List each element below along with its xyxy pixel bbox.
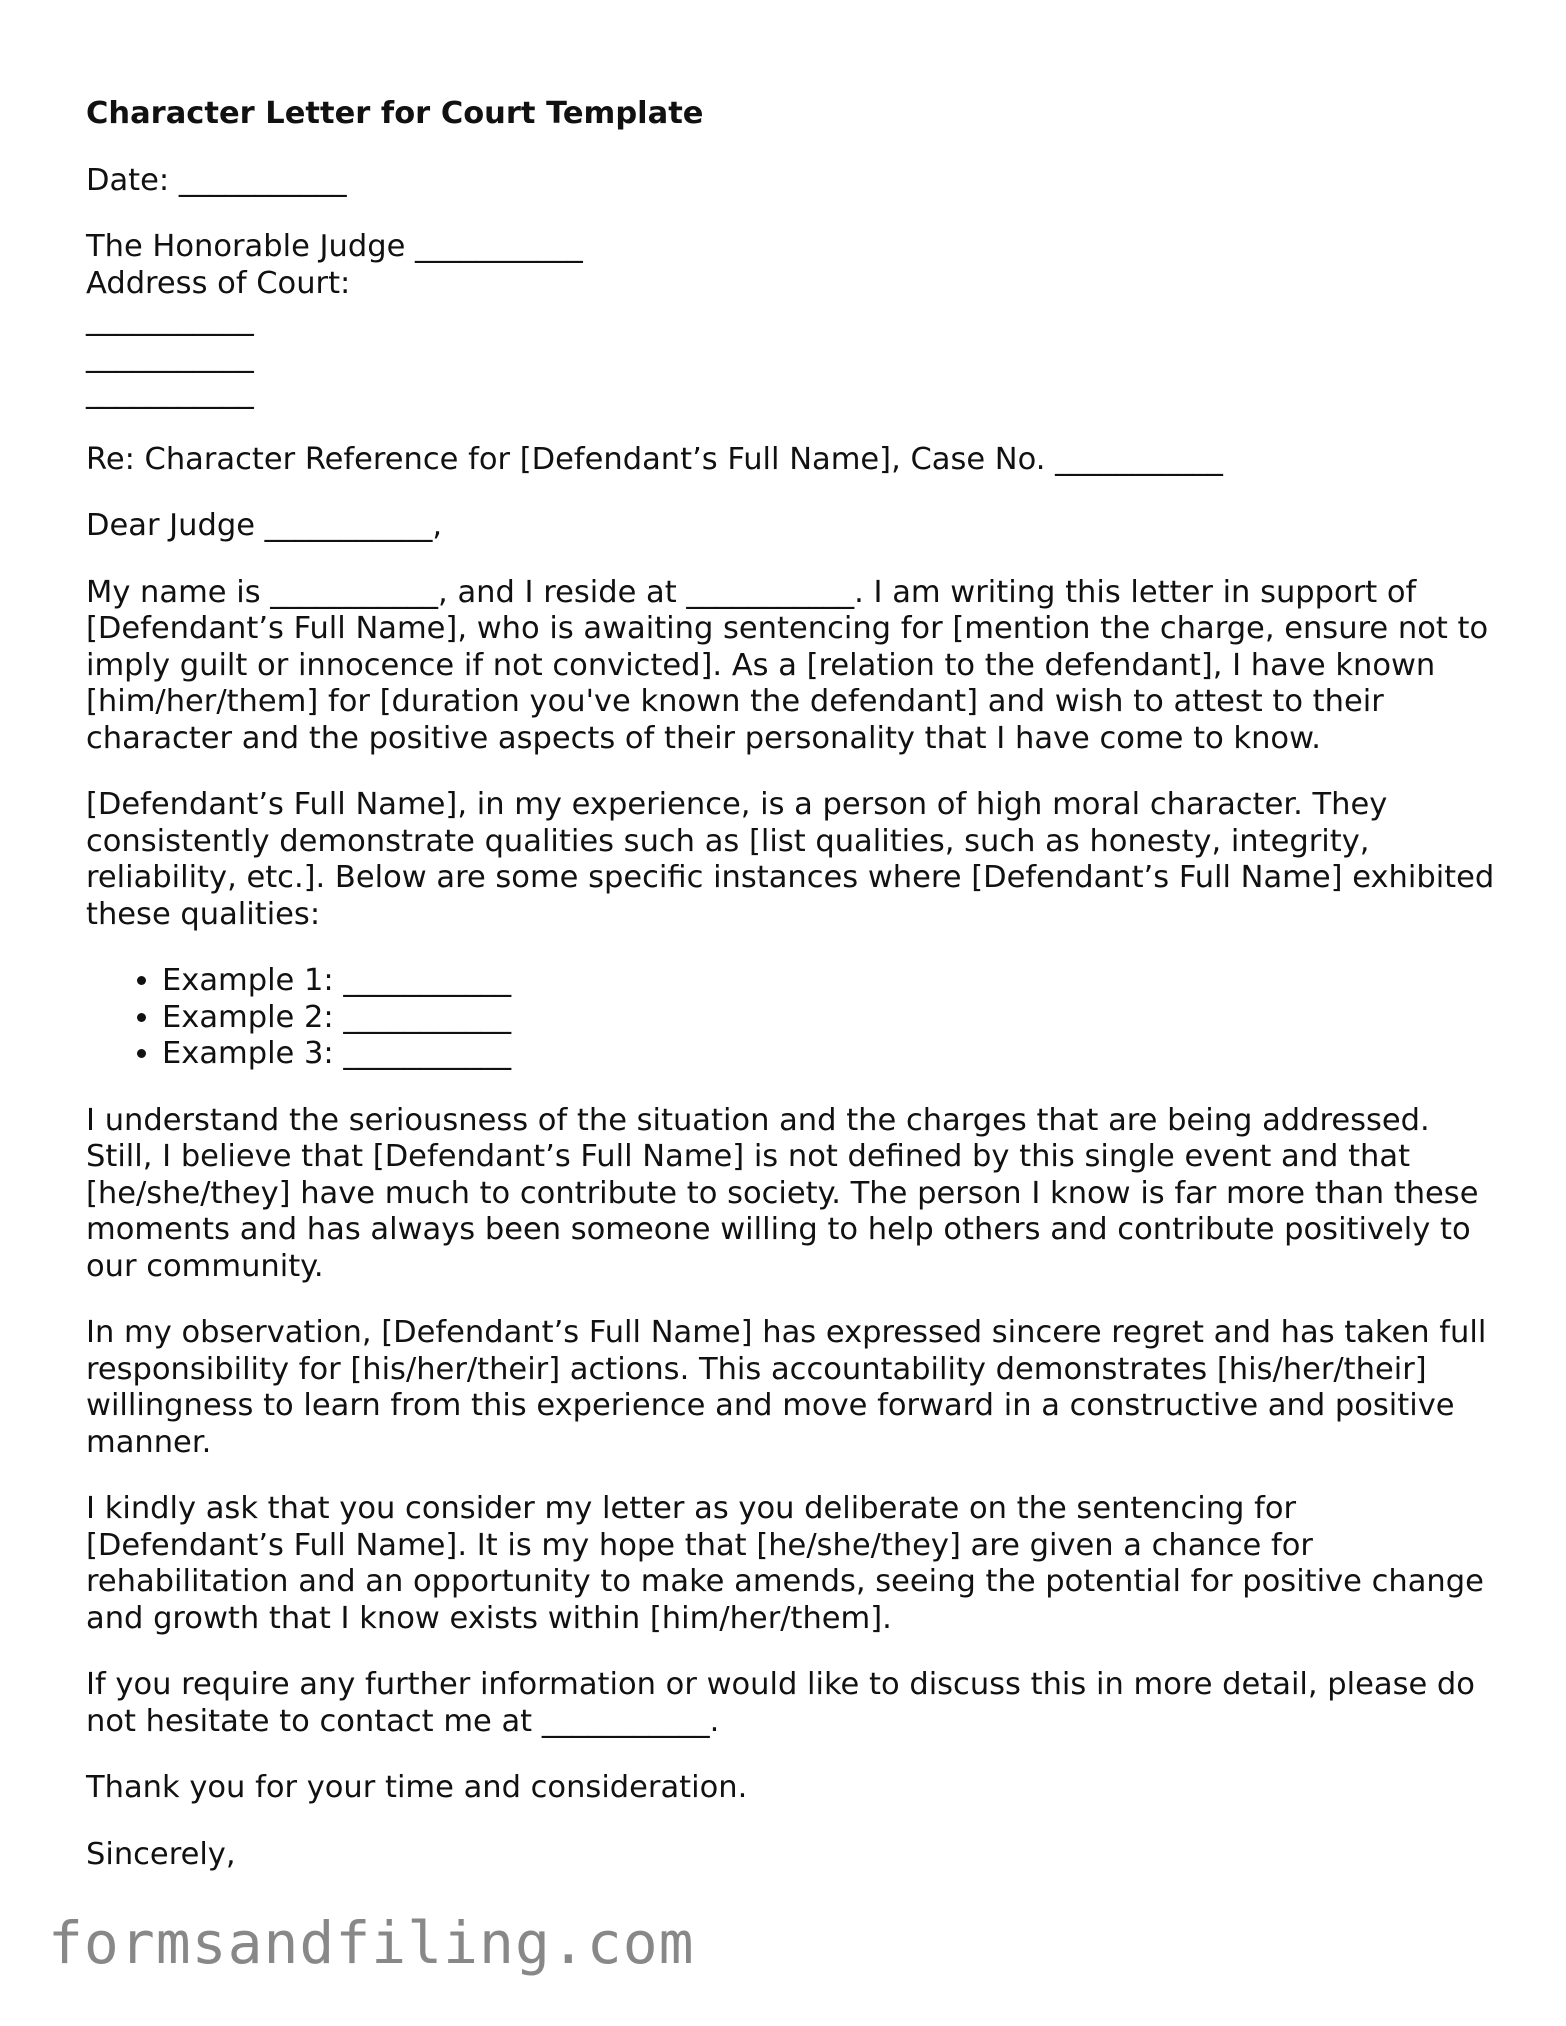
address-label: Address of Court: — [86, 265, 351, 301]
paragraph-character: [Defendant’s Full Name], in my experience, is a person of high moral character. They consistently demonstrate qualities such as [list qualities, such as honesty, integrity, reliability, etc.]. Below are some specific instances where [Defendant’s Full Name] exhibited these qualities: — [86, 787, 1495, 932]
closing-line: Sincerely, — [86, 1836, 236, 1872]
paragraph-observation: In my observation, [Defendant’s Full Name] has expressed sincere regret and has taken full responsibility for [his/her/their] actions. This accountability demonstrates [his/her/their] willingness to learn from this experience and move forward in a constructive and positive manner. — [86, 1315, 1487, 1460]
date-line: Date: ___________ — [86, 162, 347, 198]
list-item: • Example 1: ___________ — [162, 963, 1496, 1000]
address-line: ___________ — [86, 302, 254, 337]
watermark-text: formsandfiling.com — [48, 1909, 695, 1977]
paragraph-seriousness: I understand the seriousness of the situation and the charges that are being addressed. Still, I believe that [Defendant’s Full Name] is not defined by this single event and that [he/she/they] have much to contribute to society. The person I know is far more than these moments and has always been someone willing to help others and contribute positively to our community. — [86, 1102, 1479, 1284]
address-line: ___________ — [86, 375, 254, 410]
document-title: Character Letter for Court Template — [86, 96, 704, 131]
examples-list — [86, 963, 1496, 1073]
re-line: Re: Character Reference for [Defendant’s Full Name], Case No. ___________ — [86, 441, 1223, 477]
address-line: ___________ — [86, 338, 254, 374]
thanks-line: Thank you for your time and consideration. — [86, 1770, 748, 1805]
judge-line: The Honorable Judge ___________ — [86, 229, 583, 264]
paragraph-request: I kindly ask that you consider my letter as you deliberate on the sentencing for [Defendant’s Full Name]. It is my hope that [he/she/they] are given a chance for rehabilitation and an opportunity to make amends, seeing the potential for positive change and growth that I know exists within [him/her/them]. — [86, 1491, 1484, 1636]
letter-document — [86, 96, 1496, 1903]
paragraph-introduction: My name is ___________, and I reside at ___________. I am writing this letter in support of [Defendant’s Full Name], who is awaiting sentencing for [mention the charge, ensure not to imply guilt or innocence if not convicted]. As a [relation to the defendant], I have known [him/her/them] for [duration you've known the defendant] and wish to attest to their character and the positive aspects of their personality that I have come to know. — [86, 574, 1489, 756]
list-item: • Example 3: ___________ — [162, 1036, 1496, 1073]
court-address-block — [86, 229, 1496, 412]
salutation: Dear Judge ___________, — [86, 508, 443, 543]
list-item: • Example 2: ___________ — [162, 1000, 1496, 1037]
paragraph-contact: If you require any further information or would like to discuss this in more detail, please do not hesitate to contact me at ___________. — [86, 1667, 1475, 1739]
